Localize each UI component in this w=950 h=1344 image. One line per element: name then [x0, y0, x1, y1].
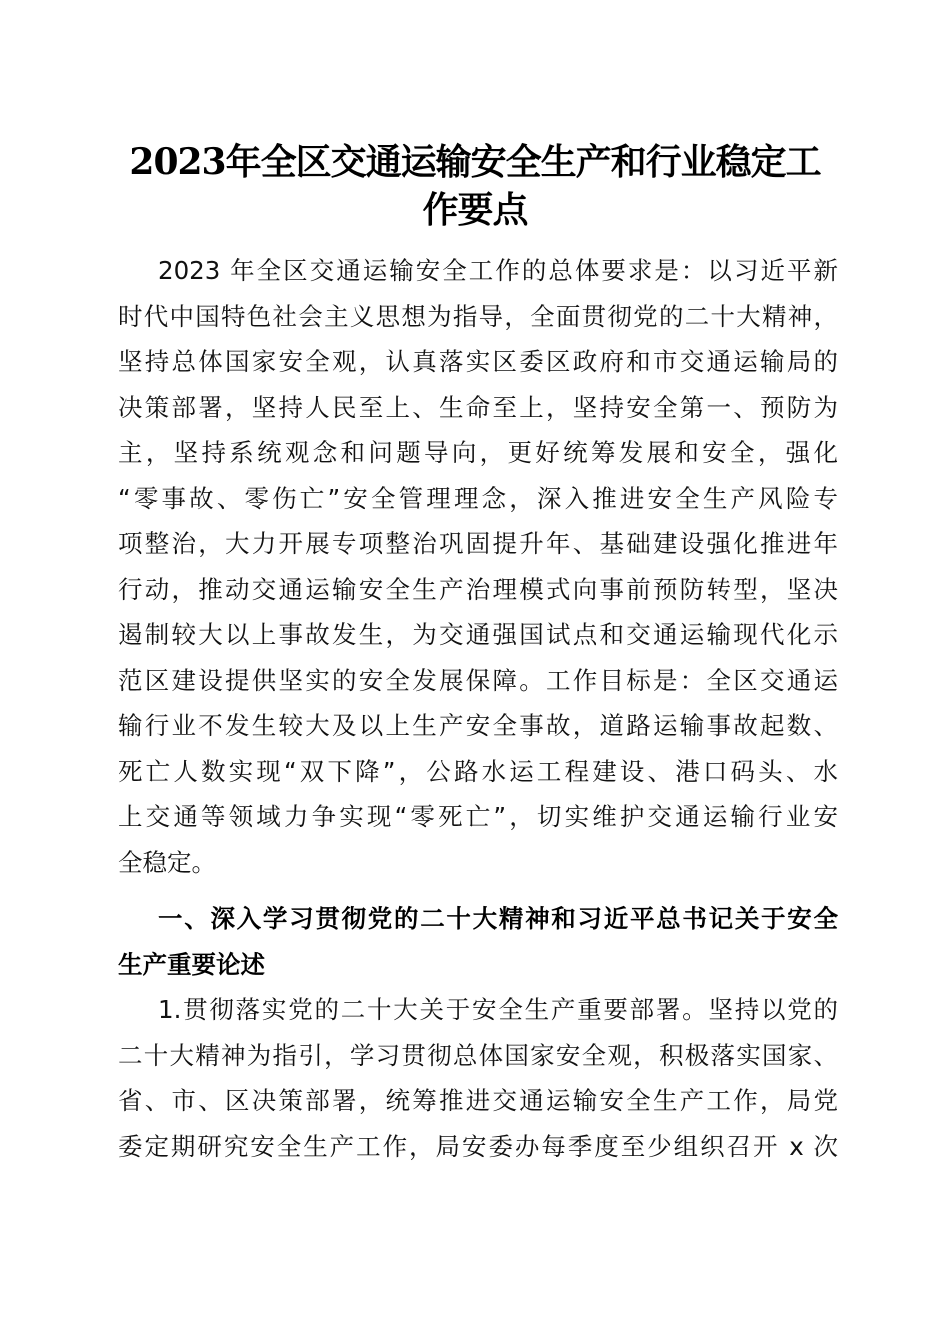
- paragraph-line: “零事故、零伤亡”安全管理理念，深入推进安全生产风险专: [118, 483, 838, 513]
- heading-line: 一、深入学习贯彻党的二十大精神和习近平总书记关于安全: [158, 904, 838, 933]
- paragraph-line: 遏制较大以上事故发生，为交通强国试点和交通运输现代化示: [118, 620, 838, 649]
- title-line: 2023年全区交通运输安全生产和行业稳定工: [129, 141, 821, 183]
- heading-line: 生产重要论述: [118, 949, 265, 979]
- paragraph-line: 时代中国特色社会主义思想为指导，全面贯彻党的二十大精神，: [118, 301, 838, 331]
- paragraph-line: 省、市、区决策部署，统筹推进交通运输安全生产工作，局党: [118, 1086, 838, 1115]
- paragraph-line: 委定期研究安全生产工作，局安委办每季度至少组织召开 x 次: [118, 1131, 838, 1161]
- item-1-paragraph: [118, 987, 838, 1169]
- intro-paragraph: [118, 248, 838, 885]
- paragraph-line: 决策部署，坚持人民至上、生命至上，坚持安全第一、预防为: [118, 392, 838, 422]
- paragraph-line: 行动，推动交通运输安全生产治理模式向事前预防转型，坚决: [118, 574, 838, 604]
- paragraph-line: 死亡人数实现“双下降”，公路水运工程建设、港口码头、水: [118, 756, 838, 786]
- paragraph-line: 2023 年全区交通运输安全工作的总体要求是：以习近平新: [158, 256, 838, 285]
- title-line: 作要点: [422, 189, 528, 231]
- paragraph-line: 主，坚持系统观念和问题导向，更好统筹发展和安全，强化: [118, 438, 838, 467]
- document-title: [100, 138, 850, 234]
- paragraph-line: 二十大精神为指引，学习贯彻总体国家安全观，积极落实国家、: [118, 1040, 838, 1070]
- paragraph-line: 坚持总体国家安全观，认真落实区委区政府和市交通运输局的: [118, 347, 838, 376]
- section-heading-1: [118, 896, 838, 987]
- paragraph-line: 项整治，大力开展专项整治巩固提升年、基础建设强化推进年: [118, 529, 838, 558]
- paragraph-line: 全稳定。: [118, 847, 216, 877]
- paragraph-line: 范区建设提供坚实的安全发展保障。工作目标是：全区交通运: [118, 665, 838, 695]
- paragraph-line: 1.贯彻落实党的二十大关于安全生产重要部署。坚持以党的: [158, 995, 838, 1024]
- paragraph-line: 上交通等领域力争实现“零死亡”，切实维护交通运输行业安: [118, 802, 838, 831]
- paragraph-line: 输行业不发生较大及以上生产安全事故，道路运输事故起数、: [118, 711, 838, 740]
